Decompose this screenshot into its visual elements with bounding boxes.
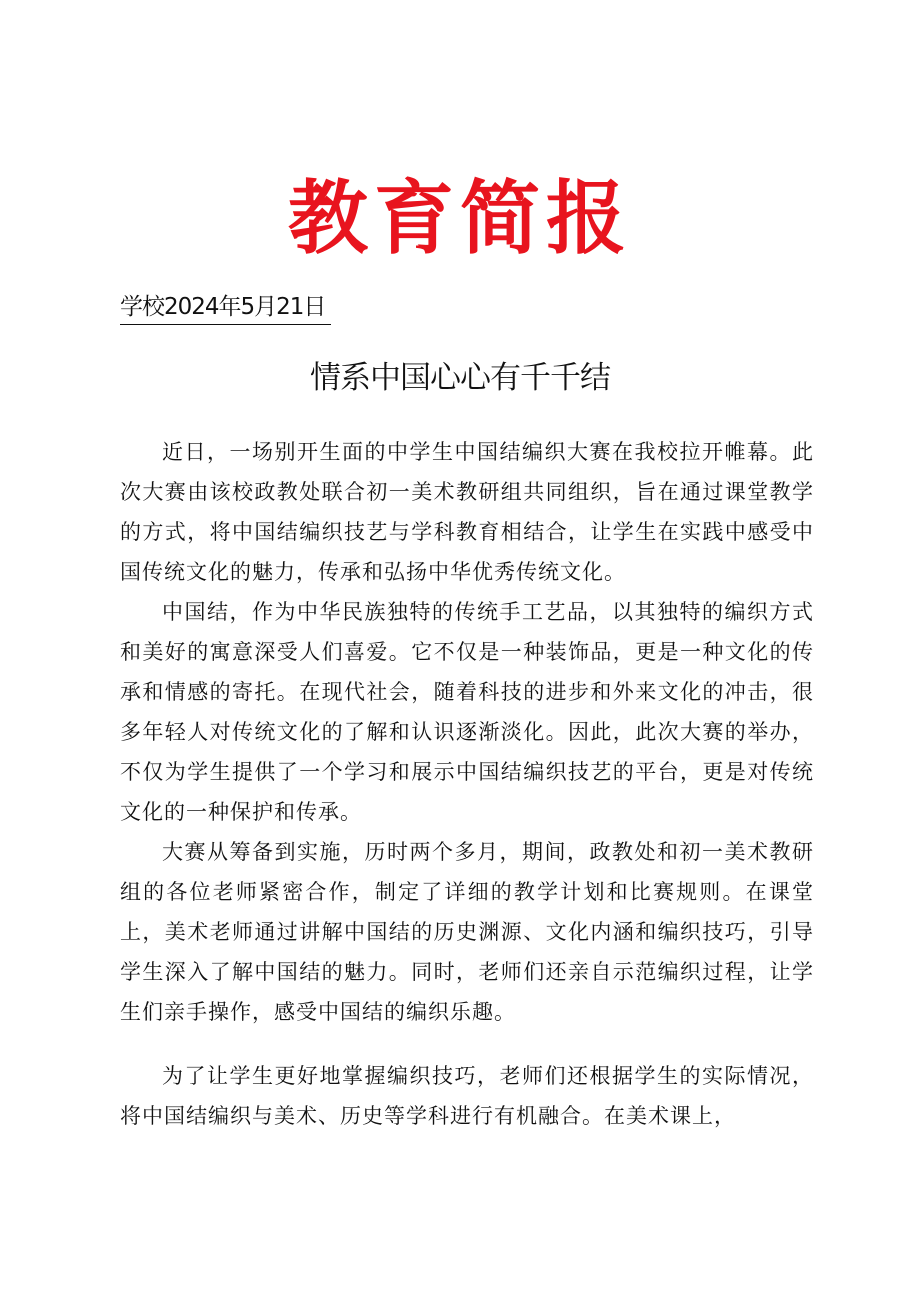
article-paragraph: 为了让学生更好地掌握编织技巧，老师们还根据学生的实际情况，将中国结编织与美术、历史等学科进行有机融合。在美术课上， [120, 1064, 814, 1128]
article-headline: 情系中国心心有千千结 [310, 360, 610, 396]
article-paragraph: 近日，一场别开生面的中学生中国结编织大赛在我校拉开帷幕。此次大赛由该校政教处联合初一美术教研组共同组织，旨在通过课堂教学的方式，将中国结编织技艺与学科教育相结合，让学生在实践中感受中国传统文化的魅力，传承和弘扬中华优秀传统文化。 [120, 440, 814, 584]
masthead-title: 教育简报 [288, 171, 632, 265]
dateline: 学校2024年5月21日 [120, 290, 331, 325]
article-body [120, 432, 814, 1136]
article-paragraph: 大赛从筹备到实施，历时两个多月，期间，政教处和初一美术教研组的各位老师紧密合作，制定了详细的教学计划和比赛规则。在课堂上，美术老师通过讲解中国结的历史渊源、文化内涵和编织技巧，引导学生深入了解中国结的魅力。同时，老师们还亲自示范编织过程，让学生们亲手操作，感受中国结的编织乐趣。 [120, 840, 814, 1024]
article-paragraph: 中国结，作为中华民族独特的传统手工艺品，以其独特的编织方式和美好的寓意深受人们喜爱。它不仅是一种装饰品，更是一种文化的传承和情感的寄托。在现代社会，随着科技的进步和外来文化的冲击，很多年轻人对传统文化的了解和认识逐渐淡化。因此，此次大赛的举办，不仅为学生提供了一个学习和展示中国结编织技艺的平台，更是对传统文化的一种保护和传承。 [120, 600, 814, 824]
